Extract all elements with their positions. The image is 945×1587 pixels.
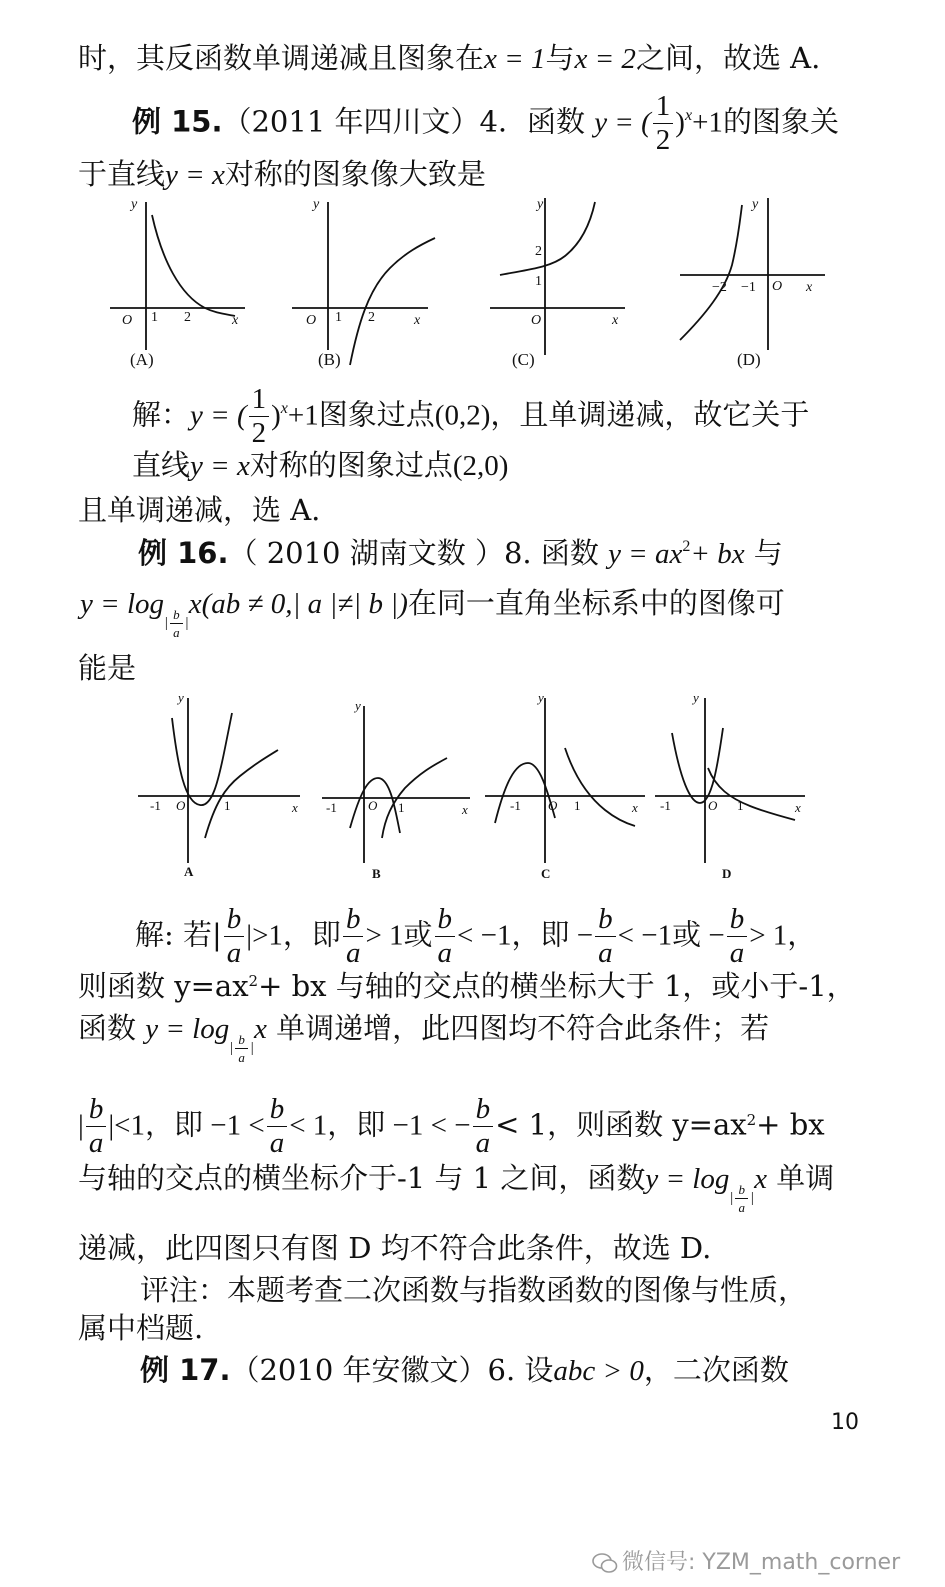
solution-16-line-5: 与轴的交点的横坐标介于-1 与 1 之间，函数$y = \log_{| \frac{b}{a} |}x$ 单调 xyxy=(78,1161,835,1216)
page-number: 10 xyxy=(831,1410,859,1435)
svg-text:2: 2 xyxy=(535,244,542,259)
fraction: $\frac{b}{a}$ xyxy=(595,905,616,968)
note-line-1: 评注：本题考查二次函数与指数函数的图像与性质， xyxy=(140,1273,808,1307)
svg-text:x: x xyxy=(795,800,801,815)
fraction: $\frac{b}{a}$ xyxy=(343,905,364,968)
svg-text:D: D xyxy=(722,866,732,881)
fig16-graph-a xyxy=(138,698,300,863)
fraction: $\frac{b}{a}$ xyxy=(86,1095,107,1158)
svg-text:B: B xyxy=(372,866,381,881)
fig16-graph-d xyxy=(655,698,805,863)
svg-text:x: x xyxy=(612,313,619,328)
log-base: | b a | xyxy=(164,607,189,641)
svg-text:C: C xyxy=(541,866,551,881)
svg-text:−2: −2 xyxy=(712,280,727,295)
fraction: $\frac{b}{a}$ xyxy=(727,905,748,968)
svg-text:(A): (A) xyxy=(130,350,154,369)
svg-text:y: y xyxy=(538,690,544,705)
svg-text:O: O xyxy=(708,798,718,813)
svg-text:(B): (B) xyxy=(318,350,341,369)
svg-text:O: O xyxy=(772,279,783,294)
fraction: $\frac{b}{a}$ xyxy=(224,905,245,968)
fraction: $\frac{1}{2}$ xyxy=(653,92,674,155)
text-line-1: 时，其反函数单调递减且图象在x = 1与x = 2之间，故选 A. xyxy=(78,41,821,75)
svg-text:O: O xyxy=(122,313,133,328)
svg-text:x: x xyxy=(806,280,813,295)
fig16-graph-c xyxy=(485,698,645,863)
svg-text:O: O xyxy=(548,798,558,813)
svg-text:1: 1 xyxy=(151,310,158,325)
svg-text:1: 1 xyxy=(535,274,542,289)
svg-text:x: x xyxy=(414,313,421,328)
svg-text:1: 1 xyxy=(335,310,342,325)
example-16-line-2: $y = \log_{| \frac{b}{a} |}x(ab \ne 0,|$ a |≠| b |)在同一直角坐标系中的图像可 xyxy=(80,586,785,641)
fraction: $\frac{1}{2}$ xyxy=(249,385,270,448)
svg-text:y: y xyxy=(752,197,759,212)
svg-text:x: x xyxy=(232,313,239,328)
svg-text:-1: -1 xyxy=(660,798,671,813)
svg-text:y: y xyxy=(355,698,361,713)
svg-text:x: x xyxy=(292,800,298,815)
svg-text:O: O xyxy=(368,798,378,813)
fig15-graph-b xyxy=(292,202,435,365)
text-line-3: 于直线y = x对称的图象像大致是 xyxy=(78,157,486,191)
svg-text:−1: −1 xyxy=(741,280,756,295)
svg-text:1: 1 xyxy=(574,798,581,813)
svg-text:-1: -1 xyxy=(150,798,161,813)
svg-text:2: 2 xyxy=(184,310,191,325)
example-16-heading: 例 16.（ 2010 湖南文数 ）8. 函数 $y = ax^2+$ bx 与 xyxy=(138,536,783,570)
svg-text:O: O xyxy=(176,798,186,813)
svg-text:y: y xyxy=(178,690,184,705)
fraction: $\frac{b}{a}$ xyxy=(473,1095,494,1158)
note-line-2: 属中档题. xyxy=(78,1311,204,1345)
fig15-graph-d xyxy=(680,198,825,350)
wechat-icon xyxy=(592,1552,618,1574)
fig16-graph-b xyxy=(322,706,470,863)
svg-text:(C): (C) xyxy=(512,350,535,369)
solution-16-line-4: | $\frac{b}{a}$ |<1，即 −1 < $\frac{b}{a}$ < 1，即 −1 < − $\frac{b}{a}$ < 1，则函数 $y=ax^2+$ bx xyxy=(78,1093,825,1159)
solution-15-line-1: 解：y = ( $\frac{1}{2}$ )$^x$+1图象过点(0,2)，且单调递减，故它关于 xyxy=(132,383,810,449)
fig15-graph-c xyxy=(490,198,625,355)
svg-text:1: 1 xyxy=(737,798,744,813)
svg-text:-1: -1 xyxy=(510,798,521,813)
fraction: $\frac{b}{a}$ xyxy=(267,1095,288,1158)
svg-text:y: y xyxy=(313,197,320,212)
svg-text:x: x xyxy=(462,802,468,817)
svg-text:x: x xyxy=(632,800,638,815)
fraction: $\frac{b}{a}$ xyxy=(435,905,456,968)
svg-text:O: O xyxy=(306,313,317,328)
log-base: | b a | xyxy=(229,1032,254,1066)
svg-text:y: y xyxy=(537,197,544,212)
svg-text:-1: -1 xyxy=(326,800,337,815)
svg-text:y: y xyxy=(131,197,138,212)
figure-16 xyxy=(0,688,945,888)
solution-16-line-1: 解: 若| $\frac{b}{a}$ |>1，即 $\frac{b}{a}$ > 1或 $\frac{b}{a}$ < −1，即 − $\frac{b}{a}$ < −1或 − $\frac{b}{a}$ > 1， xyxy=(135,903,817,969)
svg-text:(D): (D) xyxy=(737,350,761,369)
solution-16-line-2: 则函数 $y=ax^2+$ bx 与轴的交点的横坐标大于 1，或小于-1， xyxy=(78,969,856,1003)
solution-15-line-3: 且单调递减，选 A. xyxy=(78,493,321,527)
figure-15 xyxy=(0,190,945,375)
solution-15-line-2: 直线y = x对称的图象过点(2,0) xyxy=(132,448,509,482)
svg-text:y: y xyxy=(693,690,699,705)
svg-text:A: A xyxy=(184,864,194,879)
example-17-heading: 例 17.（2010 年安徽文）6. 设abc > 0，二次函数 xyxy=(140,1353,789,1387)
example-15-heading: 例 15.（2011 年四川文）4．函数 y = ( $\frac{1}{2}$ )$^x$+1的图象关 xyxy=(132,90,839,156)
svg-text:1: 1 xyxy=(224,798,231,813)
svg-text:1: 1 xyxy=(398,800,405,815)
log-base: | b a | xyxy=(729,1182,755,1216)
svg-text:2: 2 xyxy=(368,310,375,325)
watermark: 微信号: YZM_math_corner xyxy=(592,1545,900,1576)
solution-16-line-6: 递减，此四图只有图 D 均不符合此条件，故选 D. xyxy=(78,1231,712,1265)
solution-16-line-3: 函数 $y = \log_{| \frac{b}{a} |}x$ 单调递增，此四图均不符合此条件；若 xyxy=(78,1011,770,1066)
example-16-line-3: 能是 xyxy=(78,651,137,685)
svg-text:O: O xyxy=(531,313,542,328)
